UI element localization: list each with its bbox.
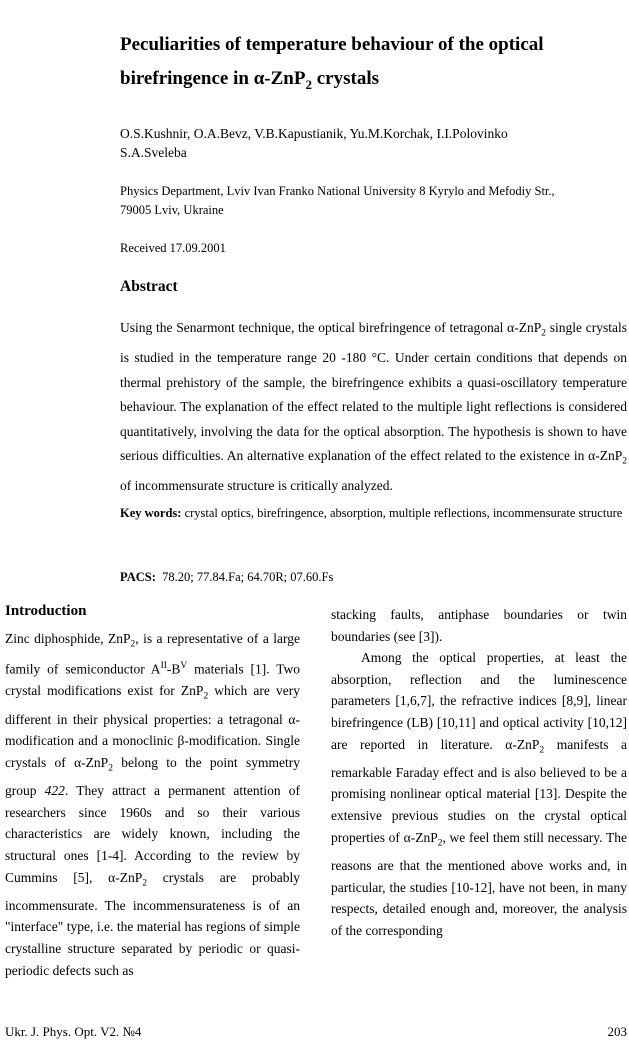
intro-sub-4: 2: [142, 878, 147, 889]
pacs: [120, 570, 333, 585]
title-greek-alpha: α: [253, 68, 265, 89]
intro-text-1: Zinc diphosphide, ZnP: [5, 631, 131, 646]
title-subscript: 2: [305, 76, 312, 92]
intro-right-text-4: , we feel them still necessary. The reasons are that the mentioned above works and, in particular, the studies [10-12], have not been, in many respects, detailed enough and, moreover, the analysis of the corresponding: [331, 829, 627, 938]
intro-right-text-2: Among the optical properties, at least the absorption, reflection and the luminescence parameters [1,6,7], the refractive indices [8,9], linear birefringence (LB) [10,11] and optical activity [10,12] are reported in literature. α-ZnP: [331, 650, 627, 752]
intro-text-4: materials [1]. Two crystal modifications exist for ZnP: [5, 661, 301, 699]
introduction-heading: Introduction: [5, 603, 87, 619]
pacs-text: 78.20; 77.84.Fa; 64.70R; 07.60.Fs: [155, 570, 334, 584]
affiliation-line-1: Physics Department, Lviv Ivan Franko National University 8 Kyrylo and Mefodiy Str.,: [120, 184, 555, 198]
intro-text-7: . They attract a permanent attention of researchers since 1960s and so their various characteristics are widely known, including the structural ones [1-4]. According to the review by Cummins [5], α-ZnP: [5, 783, 300, 885]
intro-sub-3: 2: [108, 763, 113, 774]
abstract-sub-1: 2: [541, 328, 547, 339]
introduction-column-left: [5, 628, 300, 981]
keywords-text: crystal optics, birefringence, absorption, multiple reflections, incommensurate structure: [181, 506, 623, 520]
keywords-label: Key words:: [120, 506, 182, 520]
pacs-label: PACS:: [120, 570, 156, 584]
abstract-part-1: Using the Senarmont technique, the optical birefringence of tetragonal α-ZnP: [120, 320, 542, 335]
journal-reference: Ukr. J. Phys. Opt. V2. №4: [5, 1024, 142, 1039]
abstract-heading: Abstract: [120, 278, 178, 295]
intro-sup-1: II: [160, 661, 167, 672]
keywords: [120, 505, 629, 521]
received-date: Received 17.09.2001: [120, 241, 226, 255]
authors: [120, 124, 600, 162]
introduction-column-right: [331, 604, 627, 941]
intro-right-sub-1: 2: [539, 745, 545, 756]
intro-right-sub-2: 2: [437, 838, 443, 849]
abstract-part-3: of incommensurate structure is critically analyzed.: [120, 478, 393, 494]
abstract-part-2: single crystals is studied in the temperature range 20 -180 °C. Under certain conditions that depends on thermal prehistory of the sample, the birefringence exhibits a quasi-oscillatory temperature behaviour. The explanation of the effect related to the multiple light reflections is considered quantitatively, involving the data for the optical absorption. The hypothesis is shown to have serious difficulties. An alternative explanation of the effect related to the existence in α-ZnP: [120, 320, 627, 464]
paper-title: [120, 28, 590, 102]
affiliation: [120, 182, 610, 220]
intro-point-group: 422: [44, 783, 65, 799]
authors-line-1: O.S.Kushnir, O.A.Bevz, V.B.Kapustianik, Yu.M.Korchak, I.I.Polovinko: [120, 126, 508, 141]
intro-right-text-3: manifests a remarkable Faraday effect and is also believed to be a promising nonlinear optical material [13]. Despite the extensive previous studies on the crystal optical properties of α-ZnP: [331, 736, 628, 845]
title-line-2-suffix: crystals: [311, 68, 379, 89]
title-line-2-prefix: birefringence in: [120, 68, 254, 89]
intro-sup-2: V: [180, 661, 188, 672]
intro-sub-1: 2: [130, 639, 136, 650]
intro-text-8: crystals are probably incommensurate. The incommensurateness is of an "interface" type, i.e. the material has regions of simple crystalline structure separated by periodic or quasi-periodic defects such as: [5, 869, 300, 978]
intro-text-2: , is a representative of a large family of semiconductor A: [5, 631, 300, 677]
title-line-2-mid: -ZnP: [264, 68, 306, 89]
intro-sub-2: 2: [203, 692, 209, 703]
authors-line-2: S.A.Sveleba: [120, 145, 187, 160]
intro-text-6: belong to the point symmetry group: [5, 754, 300, 799]
page-number: 203: [607, 1024, 627, 1039]
title-line-1: Peculiarities of temperature behaviour of the optical: [120, 34, 544, 55]
intro-right-text-1: stacking faults, antiphase boundaries or twin boundaries (see [3]).: [331, 607, 627, 644]
intro-text-3: -B: [166, 661, 181, 677]
affiliation-line-2: 79005 Lviv, Ukraine: [120, 203, 224, 217]
abstract-sub-2: 2: [622, 456, 627, 467]
abstract-text: [120, 316, 627, 499]
intro-text-5: which are very different in their physical properties: a tetragonal α-modification and a monoclinic β-modification. Single crystals of α-ZnP: [5, 683, 300, 770]
